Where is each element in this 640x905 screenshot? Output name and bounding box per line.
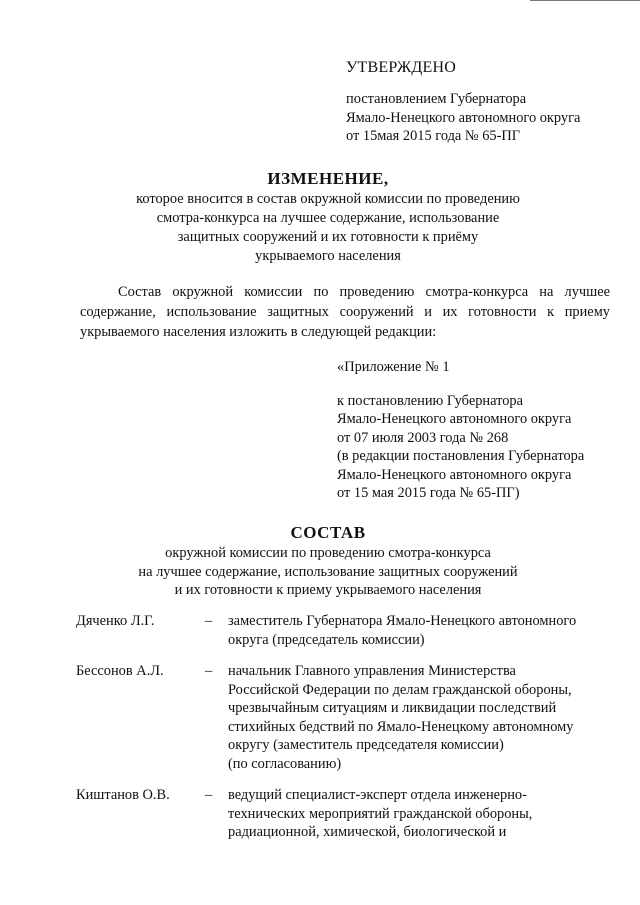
member-name: Бессонов А.Л. [76, 663, 164, 679]
member-role-line: технических мероприятий гражданской обороны, [228, 805, 533, 822]
member-role-line: заместитель Губернатора Ямало-Ненецкого автономного [228, 613, 577, 629]
member-name: Киштанов О.В. [76, 787, 170, 803]
change-heading [60, 168, 596, 266]
appendix-line: от 15 мая 2015 года № 65-ПГ) [337, 485, 520, 501]
appendix-line: (в редакции постановления Губернатора [337, 448, 585, 464]
composition-subtitle-line: окружной комиссии по проведению смотра-конкурса [165, 545, 491, 561]
member-role-line: ведущий специалист-эксперт отдела инженерно- [228, 787, 527, 803]
paragraph-line: укрываемого населения изложить в следующей редакции: [80, 324, 437, 340]
member-role-line: округу (заместитель председателя комиссии) [228, 737, 504, 753]
appendix-block [337, 358, 627, 503]
composition-subtitle-line: и их готовности к приему укрываемого населения [174, 582, 482, 598]
member-dash: – [205, 787, 213, 803]
appendix-line: Ямало-Ненецкого автономного округа [337, 411, 572, 427]
appendix-line: Ямало-Ненецкого автономного округа [337, 466, 572, 483]
member-dash: – [205, 613, 213, 629]
member-role-line: стихийных бедствий по Ямало-Ненецкому автономному [228, 718, 574, 735]
member-role [228, 612, 618, 649]
member-role-line: округа (председатель комиссии) [228, 631, 425, 648]
appendix-line: от 07 июля 2003 года № 268 [337, 429, 509, 446]
change-subtitle-line: защитных сооружений и их готовности к приёму [177, 229, 479, 245]
approval-line: постановлением Губернатора [346, 91, 527, 107]
paragraph-line: содержание, использование защитных сооружений и их готовности к приему [80, 304, 610, 320]
appendix-line: к постановлению Губернатора [337, 392, 523, 409]
member-role [228, 786, 618, 842]
paragraph-line: Состав окружной комиссии по проведению смотра-конкурса на лучшее [118, 284, 610, 300]
composition-heading [60, 522, 596, 600]
member-dash: – [205, 663, 213, 679]
member-role-line: начальник Главного управления Министерства [228, 663, 516, 679]
approval-line: от 15мая 2015 года № 65-ПГ [346, 128, 521, 144]
composition-subtitle-line: на лучшее содержание, использование защитных сооружений [138, 563, 518, 580]
composition-title: СОСТАВ [290, 523, 366, 542]
composition-subtitle [60, 544, 596, 600]
change-subtitle-line: смотра-конкурса на лучшее содержание, использование [156, 210, 500, 226]
member-role-line: (по согласованию) [228, 755, 342, 772]
change-subtitle [60, 190, 596, 266]
approval-block [346, 58, 631, 146]
member-role-line: чрезвычайным ситуациям и ликвидации последствий [228, 700, 557, 716]
member-name: Дяченко Л.Г. [76, 613, 155, 629]
member-role-line: радиационной, химической, биологической и [228, 824, 507, 840]
scan-artifact-line [530, 0, 640, 1]
change-subtitle-line: укрываемого населения [255, 248, 401, 264]
member-role-line: Российской Федерации по делам гражданской обороны, [228, 681, 572, 698]
approval-title: УТВЕРЖДЕНО [346, 59, 457, 76]
approval-lines [346, 90, 631, 146]
appendix-title: «Приложение № 1 [337, 359, 450, 375]
approval-line: Ямало-Ненецкого автономного округа [346, 109, 581, 126]
change-subtitle-line: которое вносится в состав окружной комиссии по проведению [136, 191, 520, 207]
body-paragraph [80, 282, 610, 342]
change-title: ИЗМЕНЕНИЕ, [267, 169, 389, 188]
member-role [228, 662, 618, 773]
